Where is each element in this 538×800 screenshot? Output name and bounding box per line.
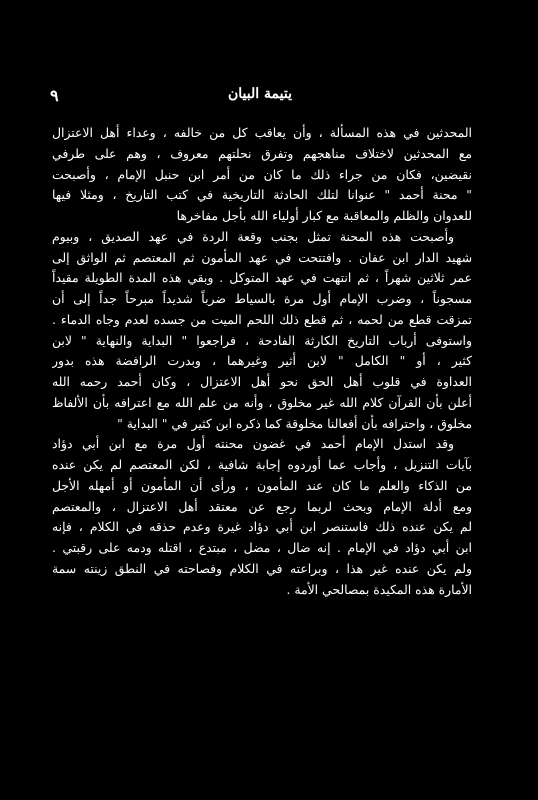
text-line: لم يكن عنده ذلك فاستنصر ابن أبي دؤاد غيرة وعدم حذقه في الكلام ، فإنه [52,519,472,535]
text-line: نقيضين، فكان من جراء ذلك ما كان من أمر ابن حنبل الإمام ، وأصبحت [52,166,472,182]
text-line: ولم يكن عنده غير هذا ، وبراعته في الكلام وفصاحته في النطق زينته سمة [52,560,472,576]
text-line: شهيد الدار ابن عفان . وافتتحت في عهد المأمون ثم المعتصم ثم الواثق إلى [52,249,472,265]
paragraph [52,434,472,600]
text-line: " محنة أحمد " عنوانا لتلك الحادثة التاريخية في كتب التاريخ ، ومثلا فيها [52,187,472,203]
text-line: من الذكاء والعلم ما كان عند المأمون ، ورأى أن المأمون أو أمهله الأجل [52,477,472,493]
text-line: بآيات التنزيل ، وأجاب عما أوردوه إجابة شافية ، لكن المعتصم لم يكن عنده [52,457,472,472]
paragraph [52,227,472,435]
text-line: كثير ، أو " الكامل " لابن أثير وغيرهما ، وبدرت الرافضة هذه بدور [52,353,472,369]
text-line: تمزقت قطع من لحمه ، ثم قطع ذلك اللحم الميت من جسده لعدم وجاه الدماء . [52,311,472,327]
text-line: الأمارة هذه المكيدة بمصالحي الأمة . [286,581,472,597]
text-line: المحدثين في هذه المسألة ، وأن يعاقب كل من خالفه ، وعداء أهل الاعتزال [52,125,472,140]
text-line: أعلن بأن القرآن كلام الله غير مخلوق ، وأنه من علم الله مع اعترافه بأن الألفاظ [52,394,472,410]
text-line: مخلوق ، واحترافه بأن أفعالنا مخلوقة كما ذكره ابن كثير في " البداية " [117,415,472,431]
running-title: يتيمة البيان [228,86,292,102]
text-line: العداوة في قلوب أهل الحق نحو أهل الاعتزال ، وكان أحمد رحمه الله [52,374,472,389]
text-line: مسجوناً ، وضرب الإمام أول مرة بالسياط ضرباً شديداً مبرحاً جداً إلى أن [52,291,472,306]
paragraph [52,123,472,227]
text-line: ابن أبي دؤاد في الإمام . إنه ضال ، مضل ، مبتدع ، اقتله ودمه على رقبتي . [52,540,472,555]
text-line: ومع أدلة الإمام وبحث لربما رجع عن معتقد أهل الاعتزال ، والمعتصم [52,498,472,514]
text-line: للعدوان والظلم والمعاقبة مع كبار أولياء الله بأجل مفاخرها [176,208,472,223]
page-number: ٩ [50,86,59,105]
text-line: عمر ثلاثين شهراً ، ثم انتهت في عهد المتوكل . وبقي هذه المدة الطويلة مقيداً [52,270,472,286]
text-line: وأصبحت هذه المحنة تمثل بجنب وقعة الردة في عهد الصديق ، وبيوم [52,228,454,244]
text-line: واستوفى أرباب التاريخ الكارثة الفادحة ، فراجعوا " البداية والنهاية " لابن [52,332,472,348]
text-line: وقد استدل الإمام أحمد في غضون محنته أول مرة مع ابن أبي دؤاد [52,436,454,452]
body-text [52,123,472,600]
page-header [50,86,470,110]
text-line: مع المحدثين لاختلاف مناهجهم وتفرق نحلتهم معروف ، وهم على طرفي [52,145,472,161]
